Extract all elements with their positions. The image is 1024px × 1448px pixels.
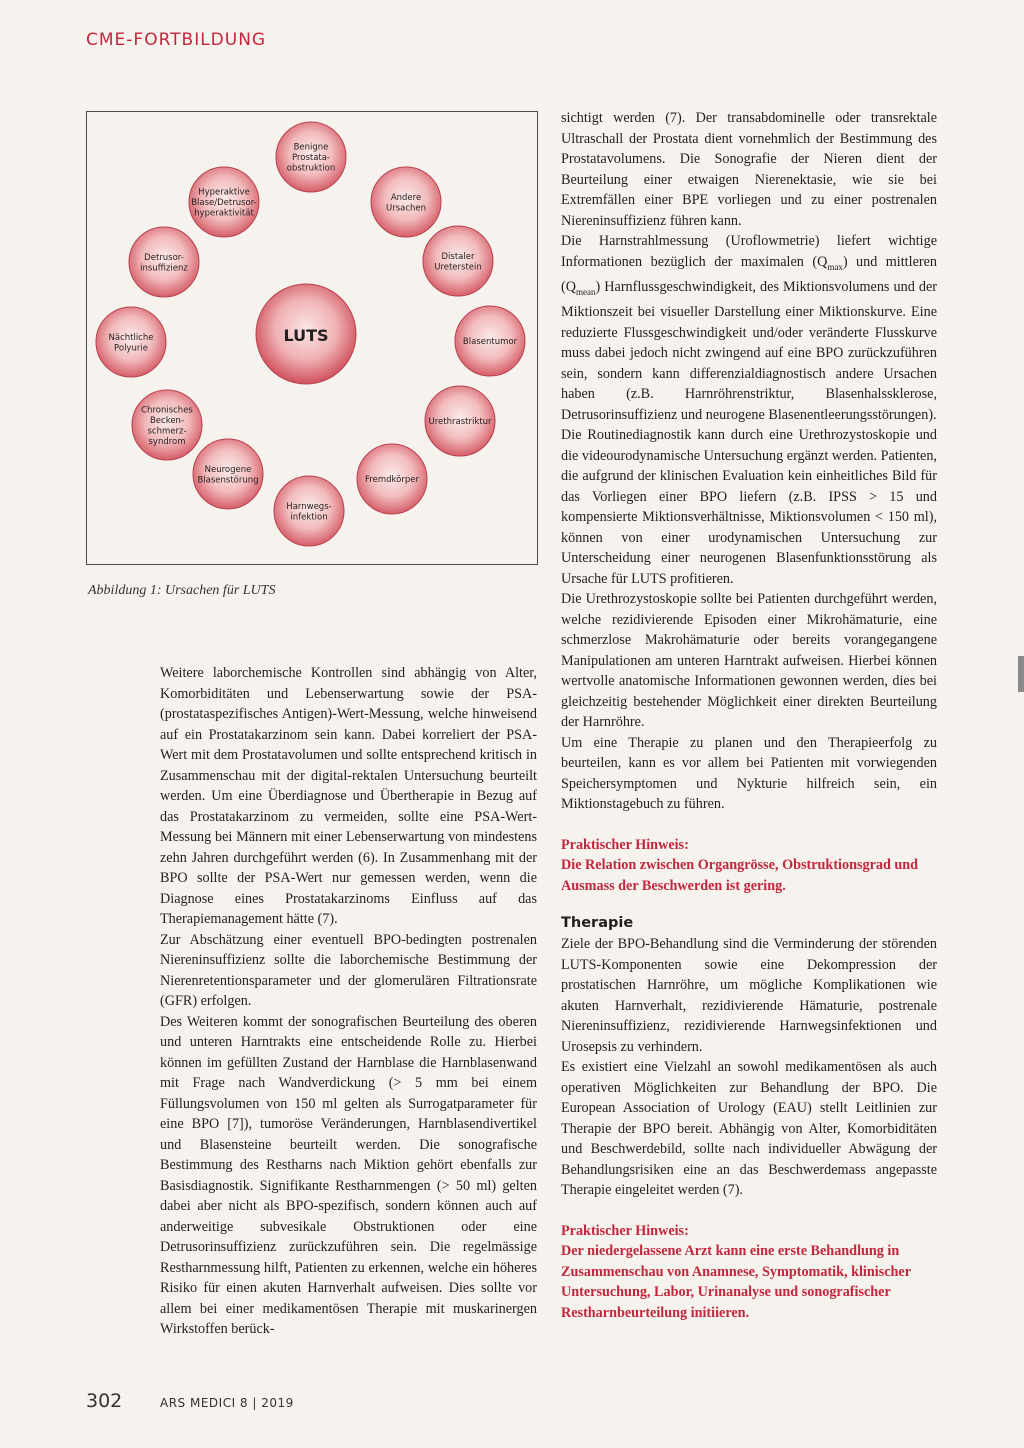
- paragraph-gfr: Zur Abschätzung einer eventuell BPO-bedingten postrenalen Niereninsuffizienz sollte die laborchemische Bestimmung der Nierenretentionsparameter und der glomerulären Filtrationsrate (GFR) erfolgen.: [160, 931, 537, 1009]
- paragraph-routinediagnostik: Die Routinediagnostik kann durch eine Urethrozystoskopie und die videourodynamische Untersuchung ergänzt werden. Patienten, die aufgrund der klinischen Evaluation kein einheitliches Bild für das Vorliegen einer BPO liefern (z.B. IPSS > 15 und kompensierte Miktionsverhältnisse, Miktionsvolumen < 150 ml), können von einer urodynamischen Untersuchung zur Unterscheidung einer neurogenen Blasenfunktionsstörung als Ursache für LUTS profitieren.: [561, 427, 937, 587]
- cause-label: Chronisches Becken-schmerz-syndrom: [141, 405, 193, 447]
- journal-source: ARS MEDICI 8 | 2019: [160, 1396, 294, 1410]
- paragraph-ultraschall: sichtigt werden (7). Der transabdominelle oder transrektale Ultraschall der Prostata dient vornehmlich der Bestimmung des Prostatavolumens. Die Sonografie der Nieren dient der Beurteilung einer etwaigen Nierenektasie, wie sie bei Extremfällen einer BPE vorliegen und zu einer postrenalen Niereninsuffizienz führen kann.: [561, 110, 937, 229]
- cause-label: Urethrastriktur: [428, 417, 492, 427]
- paragraph-urethrozystoskopie: Die Urethrozystoskopie sollte bei Patienten durchgeführt werden, welche rezidivierende Episoden einer Mikrohämaturie, eine schmerzlose Makrohämaturie oder bereits vorangegangene Manipulationen am unteren Harntrakt aufweisen. Hierbei können wertvolle anatomische Informationen gewonnen werden, dies bei gleichzeitig bestehender Möglichkeit einer direkten Beurteilung der Harnröhre.: [561, 591, 937, 731]
- paragraph-therapieoptionen: Es existiert eine Vielzahl an sowohl medikamentösen als auch operativen Möglichkeiten zur Behandlung der BPO. Die European Association of Urology (EAU) stellt Leitlinien zur Therapie der BPO bereit. Abhängig von Alter, Komorbiditäten und Beschwerdebild, sollte nach individueller Abwägung der Behandlungsrisiken eine an das Beschwerdemass angepasste Therapie eingeleitet werden (7).: [561, 1059, 937, 1199]
- page-edge-mark: [1018, 656, 1024, 692]
- cause-label: Distaler Ureterstein: [434, 251, 482, 273]
- section-header: CME-FORTBILDUNG: [86, 30, 267, 50]
- cause-label: Andere Ursachen: [385, 192, 427, 214]
- paragraph-psa: Weitere laborchemische Kontrollen sind abhängig von Alter, Komorbiditäten und Lebenserwartung sowie der PSA-(prostataspezifisches Antigen)-Wert-Messung, welche hinweisend auf ein Prostatakarzinom sein kann. Dabei korreliert der PSA-Wert mit dem Prostatavolumen und sollte entsprechend kritisch in Zusammenschau mit der digital-rektalen Untersuchung beurteilt werden. Um eine Überdiagnose und Übertherapie in Bezug auf das Prostatakarzinom zu vermeiden, sollte eine PSA-Wert-Messung bei Männern mit einer Lebenserwartung von mindestens zehn Jahren durchgeführt werden (6). In Zusammenhang mit der BPO sollte der PSA-Wert nur gemessen werden, wenn die Diagnose eines Prostatakarzinoms Einfluss auf das Therapiemanagement hätte (7).: [160, 665, 537, 927]
- left-text-column: [160, 663, 537, 1340]
- right-text-column: [561, 108, 937, 1323]
- page-number: 302: [86, 1390, 123, 1412]
- cause-label: Neurogene Blasenstörung: [197, 464, 259, 486]
- cause-label: Detrusor-insuffizienz: [140, 252, 188, 274]
- practical-hint-1: Praktischer Hinweis: Die Relation zwischen Organgrösse, Obstruktionsgrad und Ausmass der Beschwerden ist gering.: [561, 836, 919, 894]
- luts-center-label: LUTS: [283, 326, 329, 345]
- paragraph-sonografie: Des Weiteren kommt der sonografischen Beurteilung des oberen und unteren Harntrakts eine entscheidende Rolle zu. Hierbei können im gefüllten Zustand der Harnblase die Harnblasenwand mit Frage nach Wandverdickung (> 5 mm bei einem Füllungsvolumen von 150 ml gelten als Surrogatparameter für eine BPO [7]), tumoröse Veränderungen, Harnblasendivertikel und Blasensteine beurteilt werden. Die sonografische Bestimmung des Restharns nach Miktion gehört ebenfalls zur Basisdiagnostik. Signifikante Restharnmengen (> 50 ml) gelten dabei aber nicht als BPO-spezifisch, sondern können auch auf anderweitige subvesikale Obstruktionen oder eine Detrusorinsuffizienz zurückzuführen sein. Die regelmässige Restharnmessung hilft, Patienten zu erkennen, welche ein höheres Risiko für einen akuten Harnverhalt aufweisen. Dies sollte vor allem bei einer medikamentösen Therapie mit muskarinergen Wirkstoffen berück-: [160, 1013, 537, 1337]
- cause-label: Fremdkörper: [365, 475, 419, 485]
- luts-causes-figure: [86, 111, 538, 565]
- cause-label: Hyperaktive Blase/Detrusor-hyperaktivität: [191, 187, 257, 219]
- figure-caption: Abbildung 1: Ursachen für LUTS: [88, 583, 276, 598]
- section-heading-therapie: Therapie: [561, 915, 634, 932]
- luts-diagram: [87, 112, 539, 566]
- cause-label: Benigne Prostata-obstruktion: [286, 142, 336, 174]
- practical-hint-2: Praktischer Hinweis: Der niedergelassene Arzt kann eine erste Behandlung in Zusammenschau von Anamnese, Symptomatik, klinischer Untersuchung, Labor, Urinanalyse und sonografischer Restharnbeurteilung initiieren.: [561, 1222, 911, 1321]
- paragraph-uroflowmetrie: Die Harnstrahlmessung (Uroflowmetrie) liefert wichtige Informationen bezüglich der maximalen $(Q_{max})$ und mittleren $(Q_{mean})$ Harnflussgeschwindigkeit, des Miktionsvolumens und der Miktionszeit bei visueller Darstellung einer Miktionskurve. Eine reduzierte Flussgeschwindigkeit und/oder veränderte Flusskurve muss dabei jedoch nicht zwingend auf eine BPO zurückzuführen sein, sondern kann differenzialdiagnostisch andere Ursachen haben (z.B. Harnröhrenstriktur, Blasenhalssklerose, Detrusorinsuffizienz und neurogene Blasenentleerungsstörungen).: [561, 233, 937, 423]
- cause-label: Blasentumor: [462, 337, 518, 347]
- paragraph-therapieziele: Ziele der BPO-Behandlung sind die Verminderung der störenden LUTS-Komponenten sowie eine Dekompression der prostatischen Harnröhre, um mögliche Komplikationen wie akuten Harnverhalt, rezidivierende Hämaturie, postrenale Niereninsuffizienz, rezidivierende Harnwegsinfektionen und Urosepsis zu verhindern.: [561, 936, 937, 1055]
- cause-label: Harnwegs-infektion: [286, 501, 332, 523]
- paragraph-miktionstagebuch: Um eine Therapie zu planen und den Therapieerfolg zu beurteilen, kann es vor allem bei Patienten mit vorwiegenden Speichersymptomen und Nykturie hilfreich sein, ein Miktionstagebuch zu führen.: [561, 734, 937, 813]
- cause-label: Nächtliche Polyurie: [108, 332, 154, 354]
